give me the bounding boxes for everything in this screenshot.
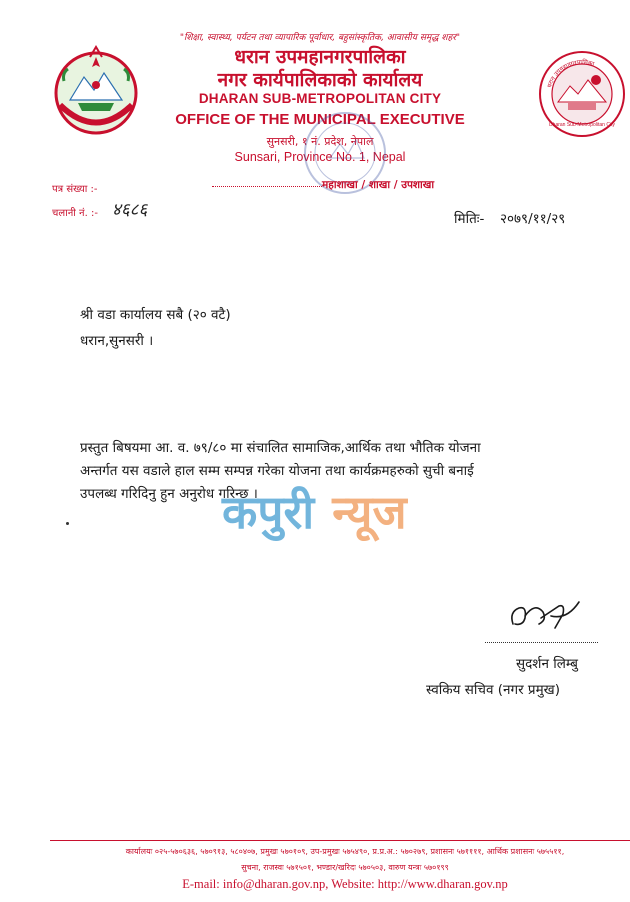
stray-dot xyxy=(66,522,69,525)
signature-dotted-line xyxy=(485,642,598,643)
footer-contacts-1: कार्यालयः ०२५-५७०६३६, ५७०९१३, ५८०४०७, प्रमुखः ५७०१०९, उप-प्रमुखः ५७५४९०, प्र.प्र.अ.: ५७०२७९, प्रशासनः ५७११११, आर्थिक प्रशासनः ५७५५११, xyxy=(125,847,565,856)
office-name-english: OFFICE OF THE MUNICIPAL EXECUTIVE xyxy=(175,111,465,128)
patra-sankhya-label: पत्र संख्या :- xyxy=(52,184,98,195)
address-nepali: सुनसरी, १ नं. प्रदेश, नेपाल xyxy=(266,135,374,148)
body-line-3: उपलब्ध गरिदिनु हुन अनुरोध गरिन्छ । xyxy=(80,486,258,502)
handwritten-signature xyxy=(505,594,585,636)
recipient-line-2: धरान,सुनसरी । xyxy=(80,333,154,349)
watermark-part-1: कपुरी xyxy=(222,485,315,539)
watermark-part-2: न्यूज xyxy=(332,485,407,539)
address-english: Sunsari, Province No. 1, Nepal xyxy=(234,150,406,164)
footer-divider xyxy=(50,840,630,841)
body-line-2: अन्तर्गत यस वडाले हाल सम्म सम्पन्न गरेका योजना तथा कार्यक्रमहरुको सुची बनाई xyxy=(80,463,474,479)
org-name-nepali: धरान उपमहानगरपालिका xyxy=(234,46,406,68)
letterhead-slogan: "शिक्षा, स्वास्थ्य, पर्यटन तथा व्यापारिक पूर्वाधार, बहुसांस्कृतिक, आवासीय समृद्ध शहर" xyxy=(179,33,461,43)
svg-text:धरान उपमहानगरपालिका: धरान उपमहानगरपालिका xyxy=(546,58,595,89)
right-logo-caption: Dharan Sub-Metropolitan City xyxy=(549,122,615,128)
recipient-line-1: श्री वडा कार्यालय सबै (२० वटै) xyxy=(80,307,231,323)
chalani-label: चलानी नं. :- xyxy=(52,208,98,219)
chalani-number: ४६८६ xyxy=(112,200,148,220)
body-line-1: प्रस्तुत बिषयमा आ. व. ७९/८० मा संचालित सामाजिक,आर्थिक तथा भौतिक योजना xyxy=(80,440,481,456)
dharan-municipality-logo xyxy=(538,50,626,138)
signatory-name: सुदर्शन लिम्बु xyxy=(516,656,579,672)
footer-contacts-2: सुचना, राजस्वः ५७१५०१, भण्डार/खरिदः ५७०५०३, वारुण यन्त्रः ५७०१९९ xyxy=(241,863,449,872)
footer-email-website: E-mail: info@dharan.gov.np, Website: http://www.dharan.gov.np xyxy=(182,877,508,891)
dotted-line xyxy=(212,186,322,187)
section-label: महाशाखा / शाखा / उपशाखा xyxy=(322,179,435,191)
signatory-title: स्वकिय सचिव (नगर प्रमुख) xyxy=(426,682,560,698)
org-name-english: DHARAN SUB-METROPOLITAN CITY xyxy=(198,91,442,106)
date-label: मितिः- xyxy=(454,211,485,227)
news-watermark xyxy=(222,480,407,542)
date-value: २०७९/११/२९ xyxy=(500,211,566,227)
office-name-nepali: नगर कार्यपालिकाको कार्यालय xyxy=(217,69,423,91)
